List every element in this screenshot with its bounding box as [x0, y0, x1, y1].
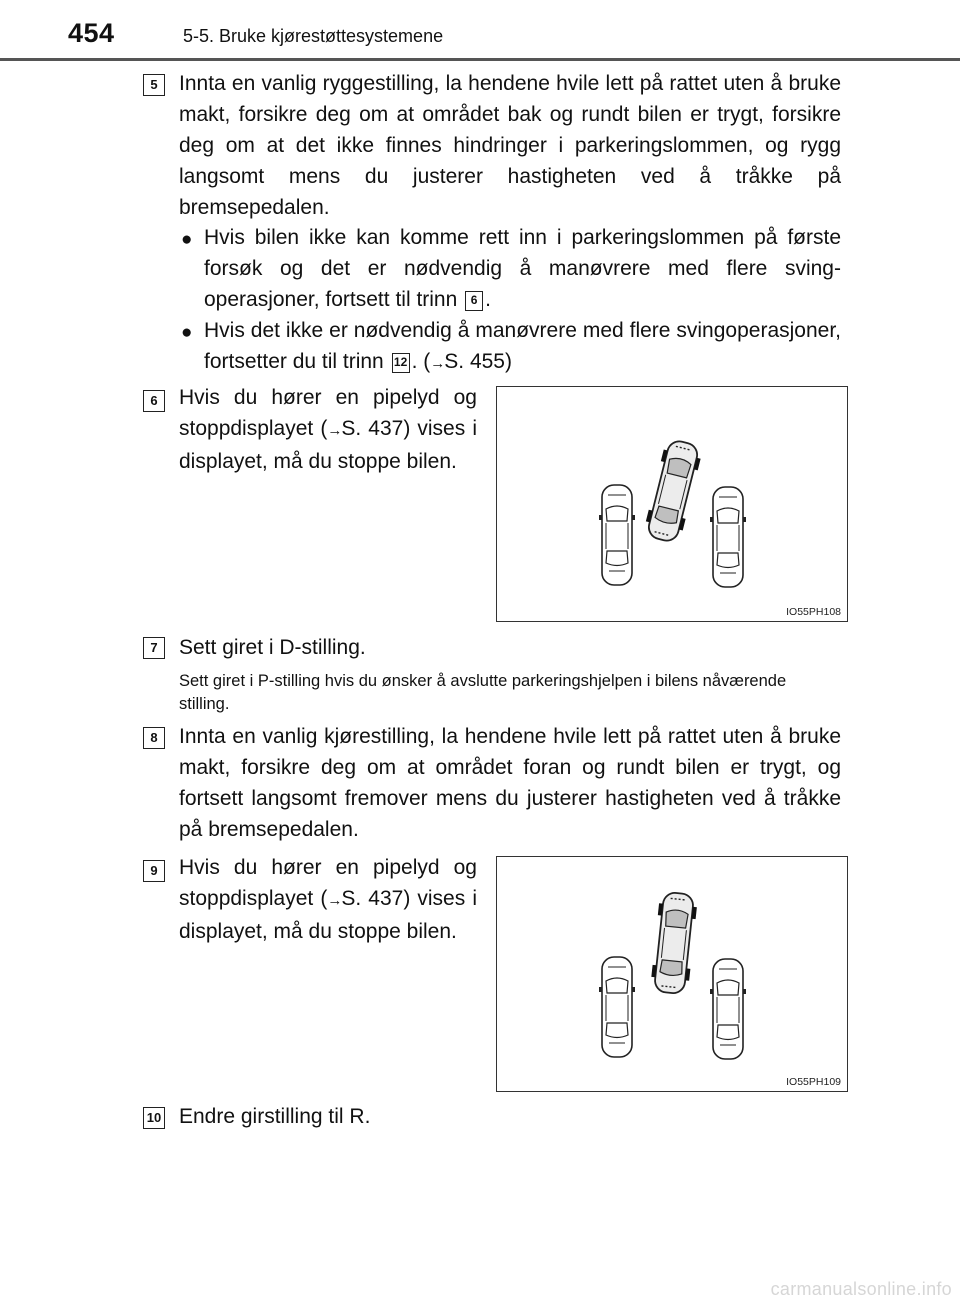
- step-5-bullet-2: [179, 315, 841, 379]
- parked-car-right: [710, 959, 746, 1059]
- step-5-bullet-2-text: Hvis det ikke er nødvendig å manøvrere med flere svingoperasjoner, fortsetter du til trinn 12 . (→S. 455): [204, 319, 841, 373]
- step-ref-12[interactable]: 12: [392, 353, 410, 373]
- ego-car: [642, 438, 703, 544]
- section-title: 5-5. Bruke kjørestøttesystemene: [183, 26, 444, 46]
- step-7-text: Sett giret i D-stilling.: [179, 636, 366, 659]
- right-arrow-icon: →: [327, 422, 342, 439]
- step-5-bullet-1: [179, 222, 841, 315]
- header-rule: [0, 58, 960, 61]
- step-9-text: Hvis du hører en pipelyd og stoppdisplayet (→S. 437) vises i displayet, må du stoppe bilen.: [179, 856, 477, 943]
- parking-illustration-1: [496, 386, 848, 622]
- step-8-text: Innta en vanlig kjørestilling, la hendene hvile lett på rattet uten å bruke makt, forsikre deg om at området foran og rundt bilen er trygt, og fortsett langsomt fremover mens du justerer hastigheten ved å tråkke på bremsepedalen.: [179, 725, 841, 841]
- right-arrow-icon: →: [327, 892, 342, 909]
- parked-car-left: [599, 957, 635, 1057]
- page-link-437[interactable]: S. 437: [341, 887, 404, 910]
- parking-scene-2: [497, 857, 849, 1093]
- parked-car-right: [710, 487, 746, 587]
- parking-illustration-2: [496, 856, 848, 1092]
- step-7-badge: 7: [143, 637, 165, 659]
- step-5-text: Innta en vanlig ryggestilling, la hendene hvile lett på rattet uten å bruke makt, forsikre deg om at området bak og rundt bilen er trygt, forsikre deg om at det ikke finnes hindringer i parkeringslommen, og rygg langsomt mens du justerer hastigheten ved å tråkke på bremsepedalen.: [179, 72, 841, 219]
- step-6-text: Hvis du hører en pipelyd og stoppdisplayet (→S. 437) vises i displayet, må du stoppe bilen.: [179, 386, 477, 473]
- step-6-badge: 6: [143, 390, 165, 412]
- parking-scene-1: [497, 387, 849, 623]
- step-7-note: Sett giret i P-stilling hvis du ønsker å avslutte parkeringshjelpen i bilens nåværende stilling.: [179, 672, 787, 713]
- step-10-text: Endre girstilling til R.: [179, 1105, 371, 1128]
- step-8-badge: 8: [143, 727, 165, 749]
- page-link-437[interactable]: S. 437: [341, 417, 404, 440]
- figure-code: IO55PH108: [786, 606, 841, 618]
- step-5-badge: 5: [143, 74, 165, 96]
- step-5-bullet-1-text: Hvis bilen ikke kan komme rett inn i parkeringslommen på første forsøk og det er nødvendig å manøvrere med flere svingoperasjoner, fortsett til trinn 6 .: [204, 226, 841, 311]
- figure-code: IO55PH109: [786, 1076, 841, 1088]
- right-arrow-icon: →: [430, 355, 445, 372]
- page-header: [68, 18, 948, 54]
- filled-circle-bullet-icon: ●: [181, 322, 193, 343]
- page-number: 454: [68, 18, 115, 48]
- step-9-badge: 9: [143, 860, 165, 882]
- step-10-badge: 10: [143, 1107, 165, 1129]
- ego-car: [650, 891, 698, 994]
- filled-circle-bullet-icon: ●: [181, 229, 193, 250]
- page-link-455[interactable]: S. 455: [444, 350, 505, 373]
- watermark: carmanualsonline.info: [770, 1279, 952, 1299]
- step-ref-6[interactable]: 6: [465, 291, 483, 311]
- parked-car-left: [599, 485, 635, 585]
